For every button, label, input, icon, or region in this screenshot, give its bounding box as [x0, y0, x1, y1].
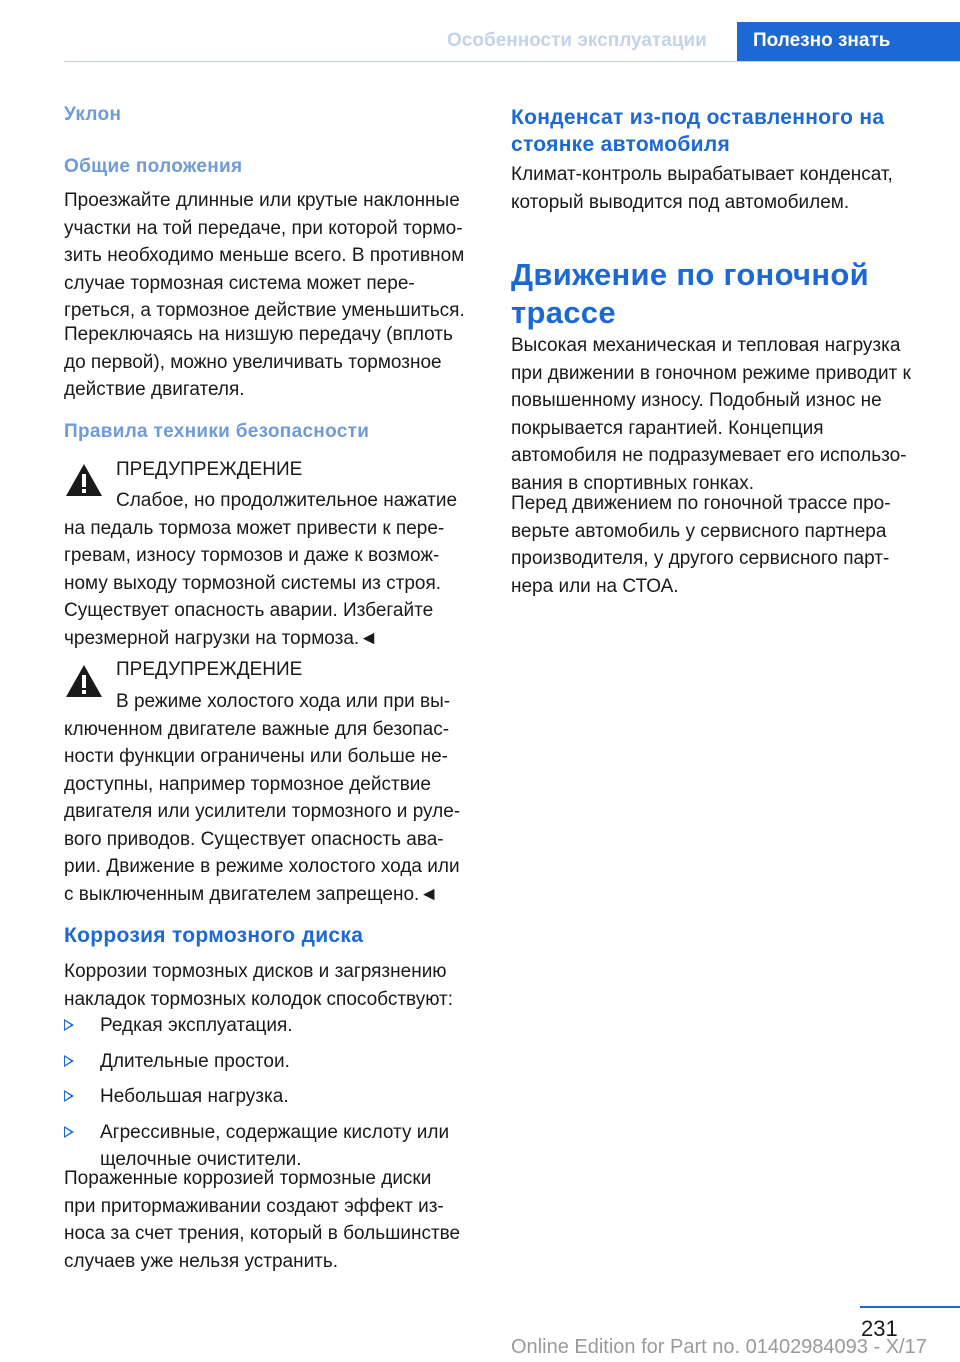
- heading-line: Конденсат из-под оставленного на: [511, 106, 885, 129]
- text-line: зить необходимо меньше всего. В противном: [64, 245, 465, 266]
- text-line: Коррозии тормозных дисков и загрязнению: [64, 961, 447, 982]
- text-line: автомобиля не подразумевает его использо‐: [511, 445, 907, 466]
- list-item: [64, 1012, 494, 1040]
- list-item-text: Длительные простои.: [100, 1050, 290, 1072]
- text-line: с выключенным двигателем запрещено.◄: [64, 883, 439, 905]
- list-item: [64, 1083, 494, 1111]
- text-line: Проезжайте длинные или крутые наклонные: [64, 190, 460, 211]
- triangle-bullet-icon: [64, 1090, 74, 1102]
- header-section-title: Особенности эксплуатации: [447, 30, 707, 51]
- text-line: накладок тормозных колодок способствуют:: [64, 988, 454, 1010]
- warning-1-title: ПРЕДУПРЕЖДЕНИЕ: [116, 459, 303, 480]
- text-line: Переключаясь на низшую передачу (вплоть: [64, 324, 453, 345]
- list-item-text: щелочные очистители.: [100, 1149, 302, 1170]
- footer-divider: [860, 1306, 960, 1308]
- heading-safety: Правила техники безопасности: [64, 421, 370, 442]
- text-line: чрезмерной нагрузки на тормоза.◄: [64, 627, 378, 649]
- text-line: верьте автомобиль у сервисного партнера: [511, 520, 887, 542]
- text-line: случае тормозная система может пере‐: [64, 272, 415, 294]
- triangle-bullet-icon: [64, 1126, 74, 1138]
- heading-race-track: [511, 256, 951, 332]
- text-line: случаев уже нельзя устранить.: [64, 1250, 339, 1272]
- text-line: ключенном двигателе важные для безопас‐: [64, 718, 450, 740]
- text-line: доступны, например тормозное действие: [64, 773, 431, 795]
- header-divider: [64, 61, 960, 62]
- heading-line: Движение по гоночной: [511, 257, 869, 292]
- text-line: Перед движением по гоночной трассе про‐: [511, 493, 891, 514]
- paragraph-general-1: [64, 187, 494, 325]
- corrosion-factors-list: [64, 1012, 494, 1182]
- text-line: при притормаживании создают эффект из‐: [64, 1195, 444, 1217]
- text-line: на педаль тормоза может привести к пере‐: [64, 517, 445, 539]
- text-line: действие двигателя.: [64, 379, 245, 400]
- text-line: двигателя или усилители тормозного и руле‐: [64, 801, 461, 822]
- list-item-text: Редкая эксплуатация.: [100, 1015, 293, 1036]
- text-line: Климат-контроль вырабатывает конденсат,: [511, 164, 893, 185]
- text-line: который выводится под автомобилем.: [511, 191, 850, 213]
- heading-line: стоянке автомобиля: [511, 133, 731, 156]
- triangle-bullet-icon: [64, 1019, 74, 1031]
- text-line: гревам, износу тормозов и даже к возмож‐: [64, 545, 440, 566]
- text-line: вого приводов. Существует опасность ава‐: [64, 828, 444, 850]
- list-item-text: Агрессивные, содержащие кислоту или: [100, 1121, 450, 1143]
- text-line: Существует опасность аварии. Избегайте: [64, 600, 434, 621]
- paragraph-corrosion-1: [64, 958, 494, 1013]
- list-item: [64, 1048, 494, 1076]
- paragraph-corrosion-2: [64, 1165, 494, 1275]
- text-line: нера или на СТОА.: [511, 575, 679, 597]
- paragraph-general-2: [64, 321, 494, 404]
- text-line: участки на той передаче, при которой тормо‐: [64, 217, 463, 239]
- text-line: Высокая механическая и тепловая нагрузка: [511, 335, 901, 356]
- text-line: носа за счет трения, который в большинстве: [64, 1223, 461, 1244]
- text-line: производителя, у другого сервисного парт‐: [511, 548, 890, 569]
- text-line: повышенному износу. Подобный износ не: [511, 390, 882, 411]
- page-number: 231: [861, 1316, 898, 1341]
- text-line: Слабое, но продолжительное нажатие: [116, 490, 458, 511]
- text-line: Пораженные коррозией тормозные диски: [64, 1168, 432, 1189]
- text-line: ности функции ограничены или больше не‐: [64, 746, 448, 767]
- heading-corrosion: Коррозия тормозного диска: [64, 924, 364, 947]
- text-line: В режиме холостого хода или при вы‐: [116, 691, 451, 712]
- edition-watermark: Online Edition for Part no. 01402984093 - X/17: [511, 1336, 927, 1358]
- warning-2-text: [64, 688, 494, 908]
- text-line: покрывается гарантией. Концепция: [511, 417, 824, 439]
- header-chapter-tab: Полезно знать: [737, 22, 960, 62]
- paragraph-condensate: [511, 161, 951, 216]
- heading-general: Общие положения: [64, 156, 243, 177]
- warning-1-text: [64, 487, 494, 652]
- page-header: [0, 0, 960, 62]
- text-line: при движении в гоночном режиме приводит к: [511, 362, 911, 384]
- text-line: ному выходу тормозной системы из строя.: [64, 572, 442, 594]
- warning-2-title: ПРЕДУПРЕЖДЕНИЕ: [116, 659, 303, 680]
- text-line: до первой), можно увеличивать тормозное: [64, 351, 442, 373]
- heading-condensate: [511, 104, 951, 158]
- text-line: вания в спортивных гонках.: [511, 472, 754, 494]
- text-line: греться, а тормозное действие уменьшиться.: [64, 300, 465, 321]
- heading-slope: Уклон: [64, 104, 122, 125]
- paragraph-race-track-2: [511, 490, 951, 600]
- text-line: рии. Движение в режиме холостого хода или: [64, 856, 460, 877]
- triangle-bullet-icon: [64, 1055, 74, 1067]
- heading-line: трассе: [511, 295, 616, 330]
- paragraph-race-track-1: [511, 332, 951, 497]
- list-item-text: Небольшая нагрузка.: [100, 1086, 289, 1107]
